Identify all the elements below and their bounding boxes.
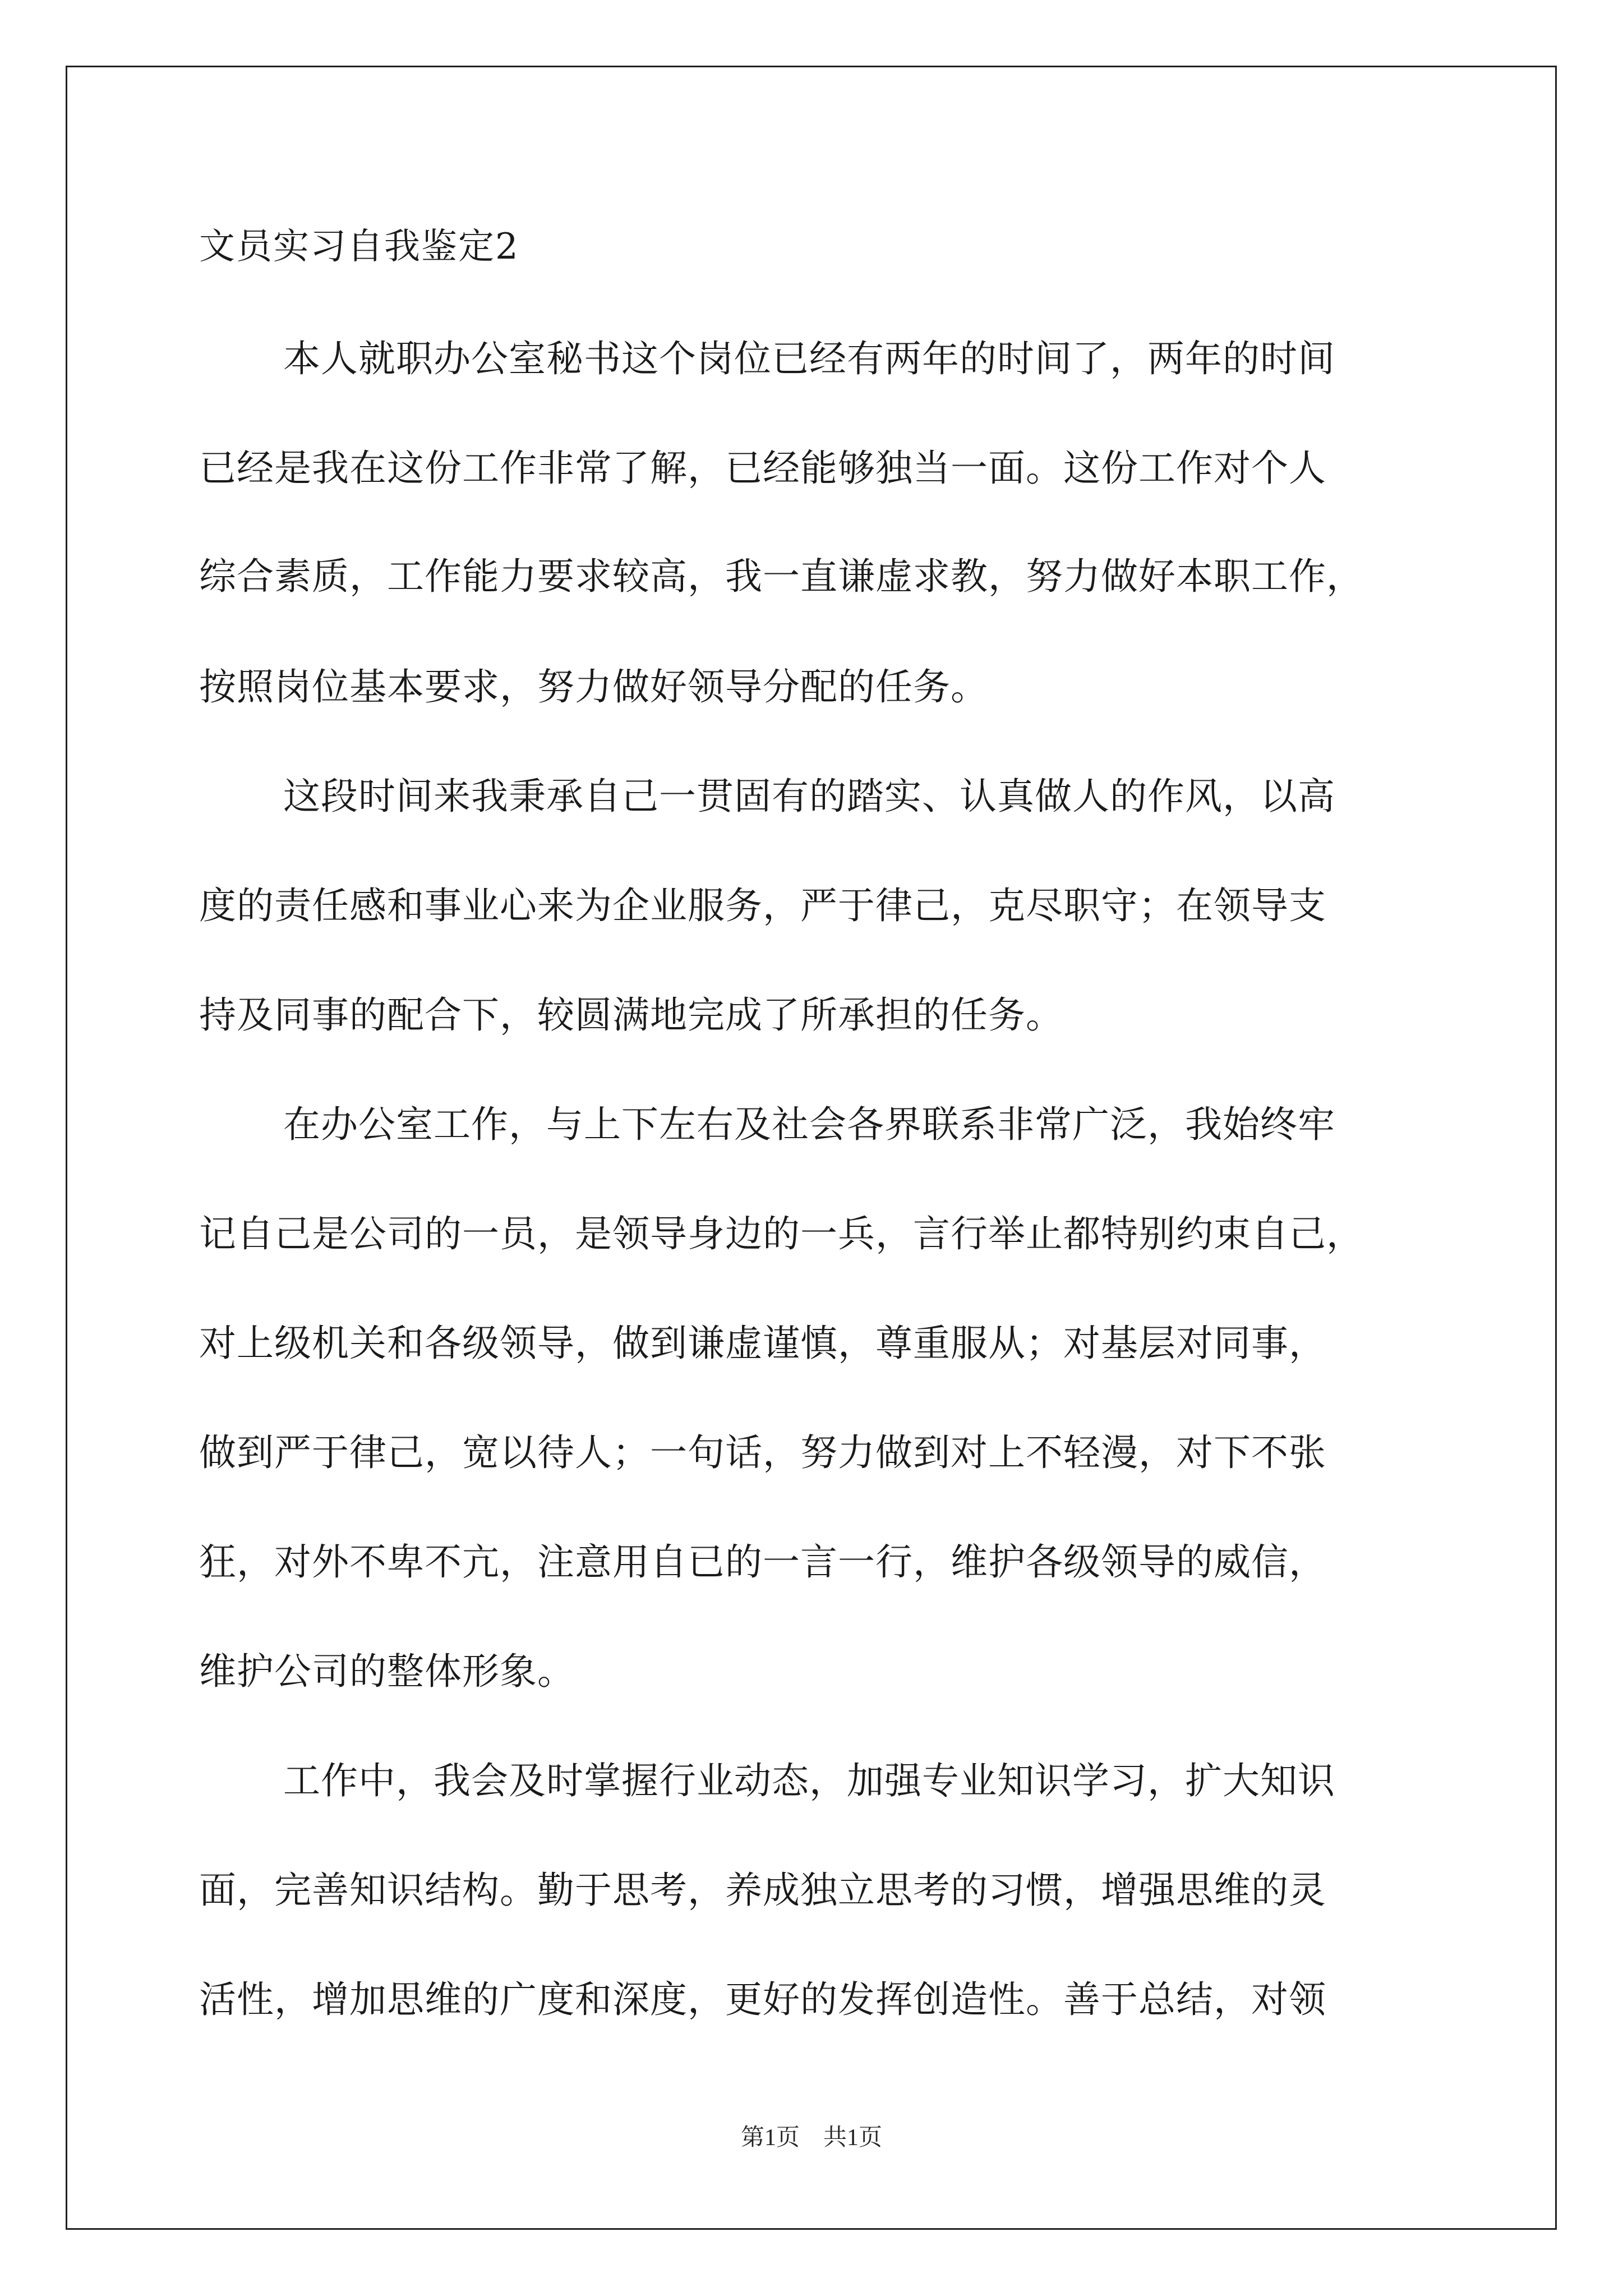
paragraph-4-line-1: 工作中，我会及时掌握行业动态，加强专业知识学习，扩大知识 (283, 1759, 1335, 1802)
document-title: 文员实习自我鉴定2 (199, 226, 519, 268)
paragraph-3-line-2: 记自己是公司的一员，是领导身边的一兵，言行举止都特别约束自己， (199, 1212, 1364, 1255)
paragraph-3-line-4: 做到严于律己，宽以待人；一句话，努力做到对上不轻漫，对下不张 (199, 1431, 1326, 1474)
paragraph-3-line-5: 狂，对外不卑不亢，注意用自已的一言一行，维护各级领导的威信， (199, 1540, 1326, 1584)
paragraph-2-line-2: 度的责任感和事业心来为企业服务，严于律己，克尽职守；在领导支 (199, 884, 1326, 927)
paragraph-1-line-2: 已经是我在这份工作非常了解，已经能够独当一面。这份工作对个人 (199, 447, 1326, 490)
paragraph-3-line-1: 在办公室工作，与上下左右及社会各界联系非常广泛，我始终牢 (283, 1103, 1335, 1146)
paragraph-2-line-3: 持及同事的配合下，较圆满地完成了所承担的任务。 (199, 993, 1063, 1037)
paragraph-1-line-1: 本人就职办公室秘书这个岗位已经有两年的时间了，两年的时间 (283, 337, 1335, 380)
paragraph-3-line-6: 维护公司的整体形象。 (199, 1650, 575, 1693)
paragraph-4-line-2: 面，完善知识结构。勤于思考，养成独立思考的习惯，增强思维的灵 (199, 1869, 1326, 1912)
paragraph-1-line-3: 综合素质，工作能力要求较高，我一直谦虚求教，努力做好本职工作， (199, 555, 1364, 598)
page-number-footer: 第1页 共1页 (740, 2125, 882, 2151)
paragraph-3-line-3: 对上级机关和各级领导，做到谦虚谨慎，尊重服从；对基层对同事， (199, 1322, 1326, 1365)
paragraph-1-line-4: 按照岗位基本要求，努力做好领导分配的任务。 (199, 665, 988, 708)
paragraph-4-line-3: 活性，增加思维的广度和深度，更好的发挥创造性。善于总结，对领 (199, 1978, 1326, 2021)
paragraph-2-line-1: 这段时间来我秉承自己一贯固有的踏实、认真做人的作风，以高 (283, 775, 1335, 818)
